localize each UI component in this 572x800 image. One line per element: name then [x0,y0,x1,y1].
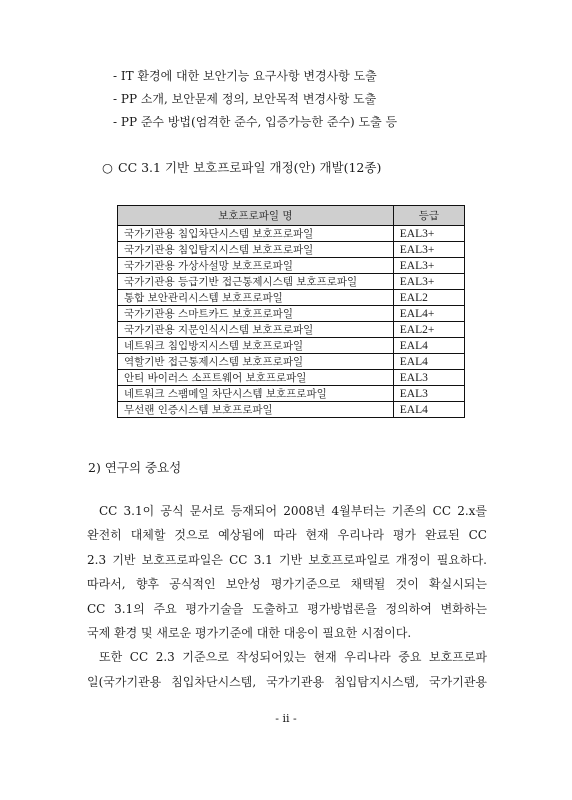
name-column-header: 보호프로파일 명 [118,206,394,226]
pp-name-cell: 안티 바이러스 소프트웨어 보호프로파일 [118,370,394,386]
pp-grade-cell: EAL4+ [393,306,464,322]
paragraph-line: CC 3.1이 공식 문서로 등재되어 2008년 4월부터는 기존의 CC 2.x를 [99,504,487,518]
pp-name-cell: 통합 보안관리시스템 보호프로파일 [118,290,394,306]
pp-name-cell: 네트워크 침입방지시스템 보호프로파일 [118,338,394,354]
pp-grade-cell: EAL4 [393,402,464,418]
table-row [118,386,465,402]
section-title: 2) 연구의 중요성 [88,460,182,475]
requirements-bullet-list [113,68,397,137]
paragraph-line: 일(국가기관용 침입차단시스템, 국가기관용 침입탐지시스템, 국가기관용 [87,674,487,689]
table-row [118,338,465,354]
pp-name-cell: 역할기반 접근통제시스템 보호프로파일 [118,354,394,370]
paragraph-line: 따라서, 향후 공식적인 보안성 평가기준으로 채택될 것이 확실시되는 [87,577,487,592]
pp-grade-cell: EAL3+ [393,242,464,258]
table-header-row [118,206,465,226]
pp-name-cell: 국가기관용 지문인식시스템 보호프로파일 [118,322,394,338]
grade-column-header: 등급 [393,206,464,226]
pp-grade-cell: EAL3 [393,370,464,386]
importance-paragraph [87,499,487,694]
pp-name-cell: 국가기관용 침입탐지시스템 보호프로파일 [118,242,394,258]
bullet-item: - PP 준수 방법(엄격한 준수, 입증가능한 준수) 도출 등 [113,115,398,129]
paragraph-line: 또한 CC 2.3 기준으로 작성되어있는 현재 우리나라 중요 보호프로파 [99,650,487,665]
pp-revision-heading [102,158,381,176]
pp-name-cell: 국가기관용 침입차단시스템 보호프로파일 [118,226,394,242]
pp-grade-cell: EAL4 [393,354,464,370]
pp-grade-cell: EAL3 [393,386,464,402]
paragraph-line: 2.3 기반 보호프로파일은 CC 3.1 기반 보호프로파일로 개정이 필요하다. [87,552,487,567]
pp-name-cell: 네트워크 스팸메일 차단시스템 보호프로파일 [118,386,394,402]
pp-grade-cell: EAL3+ [393,258,464,274]
circle-bullet-icon: ○ [102,160,113,175]
pp-grade-cell: EAL4 [393,338,464,354]
paragraph-line: 국제 환경 및 새로운 평가기준에 대한 대응이 필요한 시점이다. [87,626,412,641]
pp-grade-cell: EAL3+ [393,274,464,290]
pp-name-cell: 국가기관용 가상사설망 보호프로파일 [118,258,394,274]
pp-grade-cell: EAL2+ [393,322,464,338]
table-row [118,290,465,306]
pp-name-cell: 무선랜 인증시스템 보호프로파일 [118,402,394,418]
table-row [118,322,465,338]
table-row [118,370,465,386]
protection-profile-table [117,205,465,418]
heading-text: CC 3.1 기반 보호프로파일 개정(안) 개발(12종) [118,160,382,175]
table-row [118,226,465,242]
table-row [118,354,465,370]
paragraph-line: CC 3.1의 주요 평가기술을 도출하고 평가방법론을 정의하여 변화하는 [87,601,487,616]
table-row [118,274,465,290]
pp-name-cell: 국가기관용 등급기반 접근통제시스템 보호프로파일 [118,274,394,290]
table-row [118,306,465,322]
table-row [118,242,465,258]
pp-name-cell: 국가기관용 스마트카드 보호프로파일 [118,306,394,322]
bullet-item: - PP 소개, 보안문제 정의, 보안목적 변경사항 도출 [113,92,377,106]
pp-grade-cell: EAL3+ [393,226,464,242]
table-row [118,402,465,418]
bullet-item: - IT 환경에 대한 보안기능 요구사항 변경사항 도출 [113,69,377,83]
pp-grade-cell: EAL2 [393,290,464,306]
paragraph-line: 완전히 대체할 것으로 예상됨에 따라 현재 우리나라 평가 완료된 CC [87,528,487,543]
table-row [118,258,465,274]
page-number: - ii - [275,712,297,725]
